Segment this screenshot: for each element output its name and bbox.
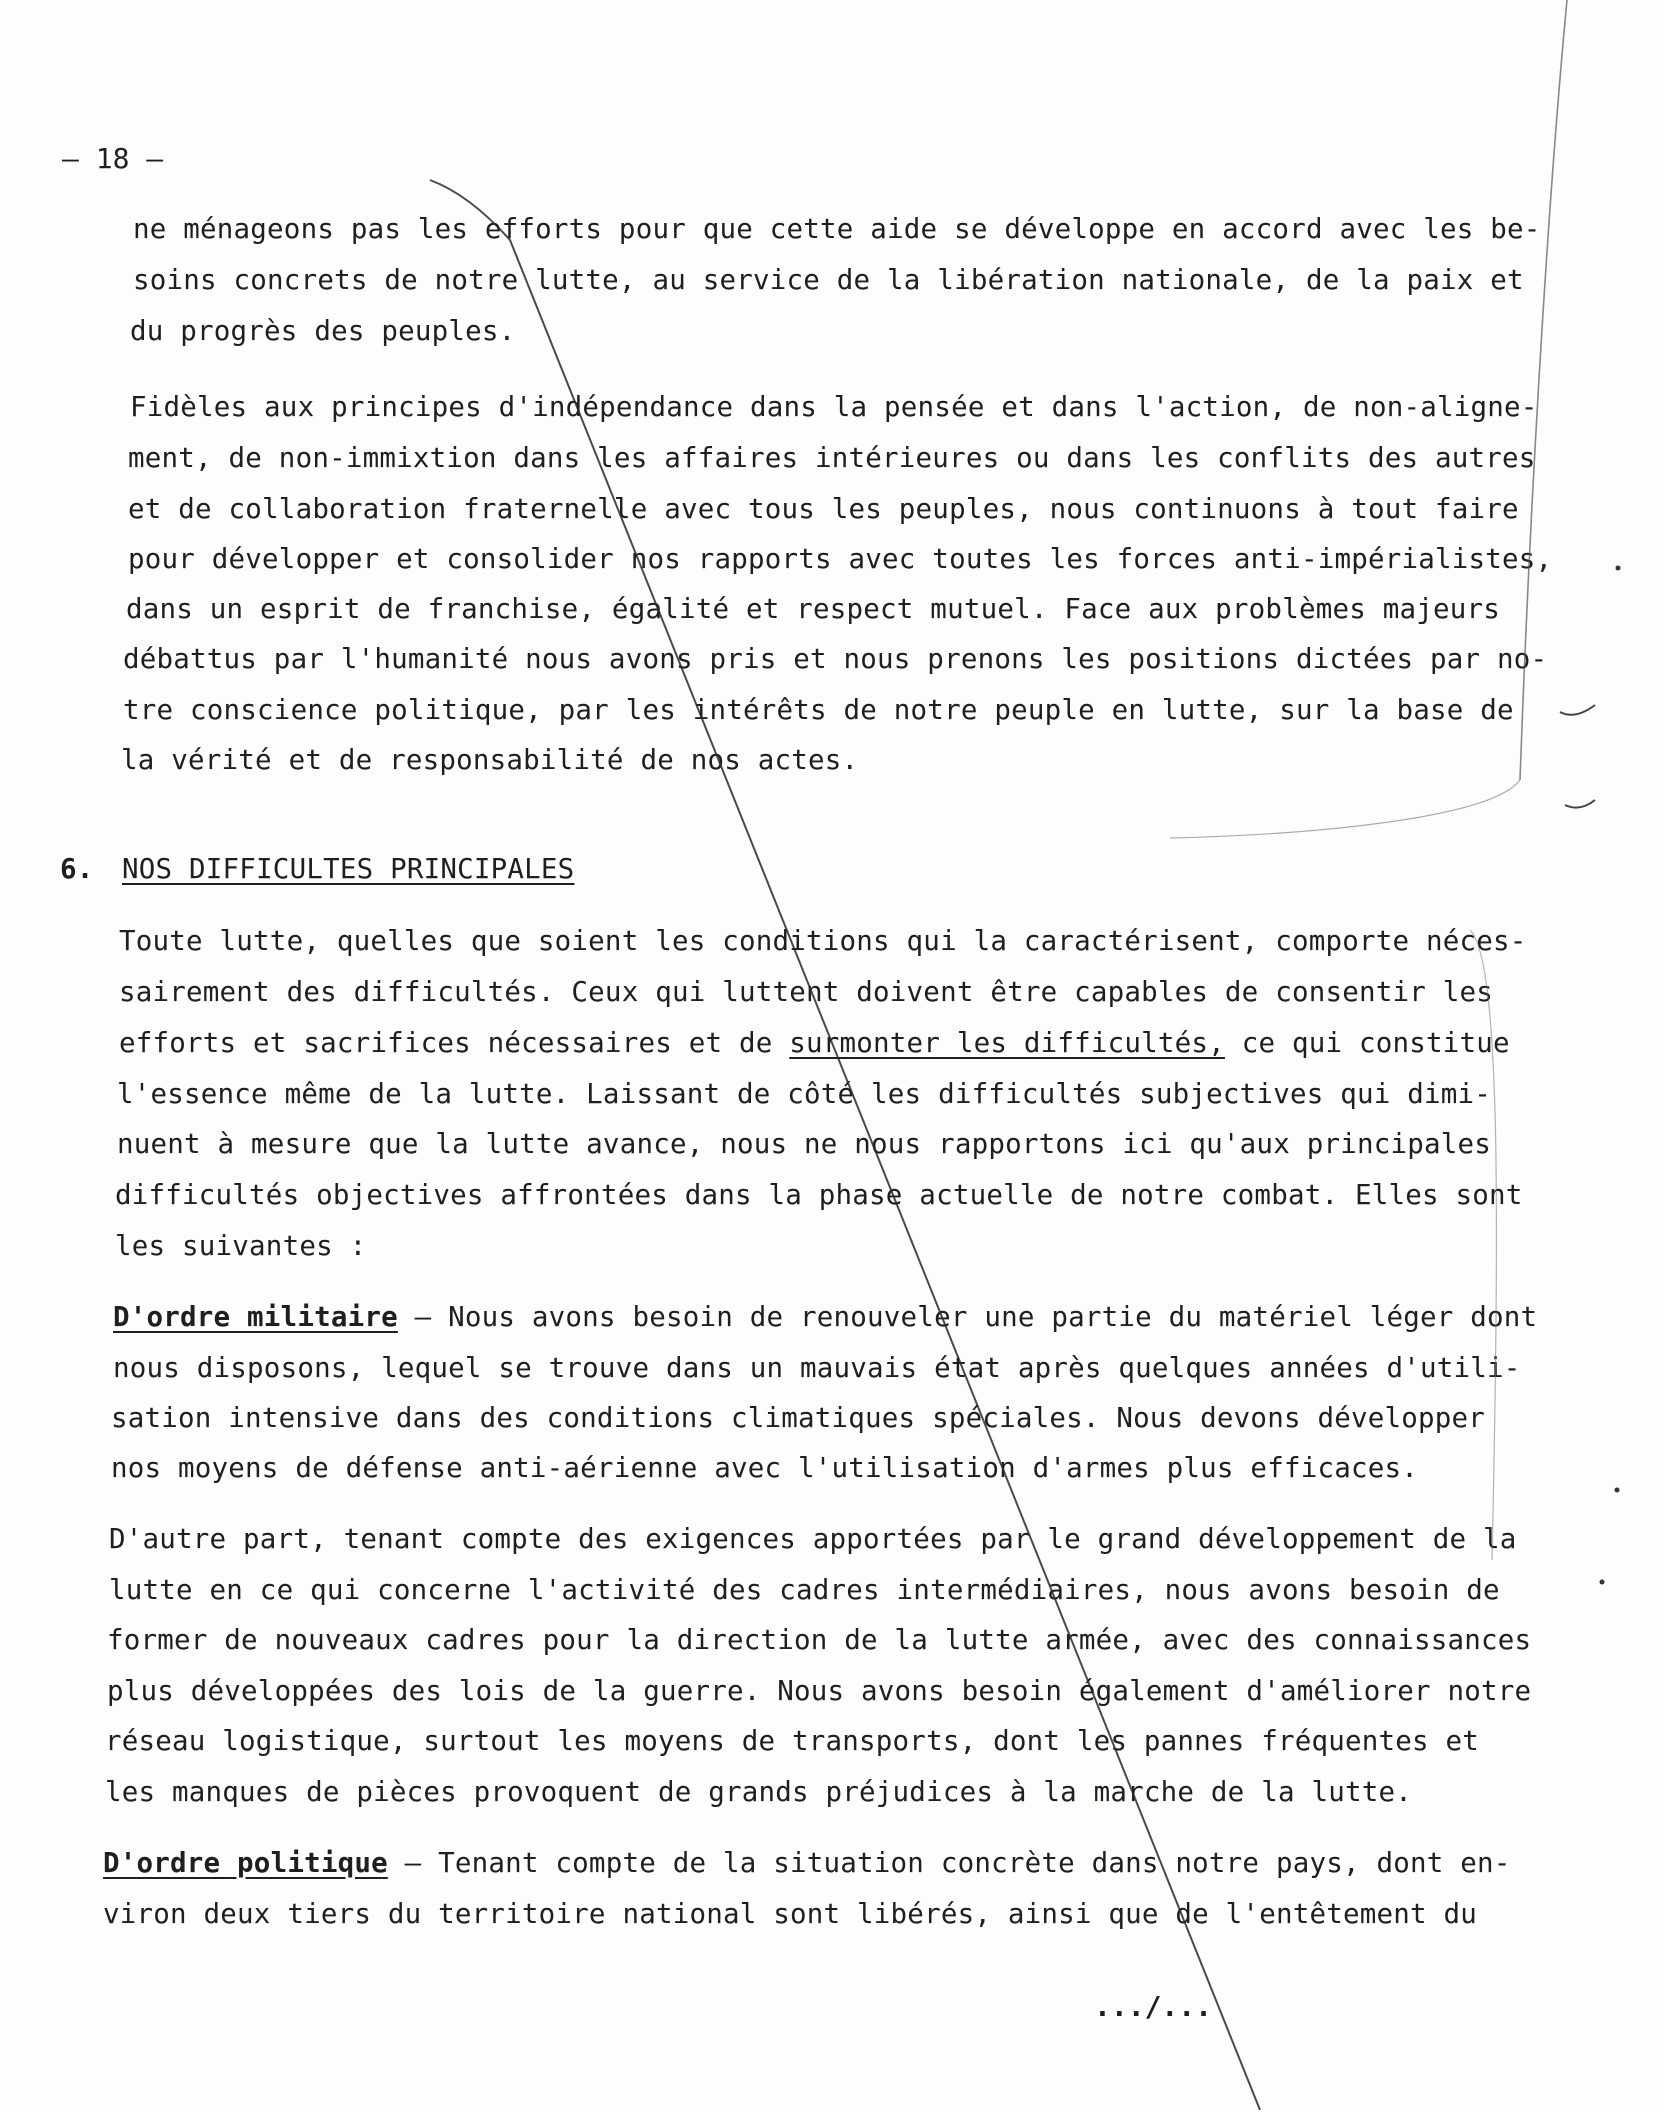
text-fragment: efforts et sacrifices nécessaires et de bbox=[119, 1027, 773, 1059]
text-line: lutte en ce qui concerne l'activité des cadres intermédiaires, nous avons besoin de bbox=[109, 1574, 1500, 1606]
diagonal-pen-stroke bbox=[430, 180, 1260, 2110]
text-line: nuent à mesure que la lutte avance, nous ne nous rapportons ici qu'aux principales bbox=[117, 1128, 1492, 1160]
text-line: ne ménageons pas les efforts pour que cette aide se développe en accord avec les be- bbox=[133, 213, 1541, 245]
text-line: la vérité et de responsabilité de nos actes. bbox=[121, 744, 859, 776]
text-line: nous disposons, lequel se trouve dans un mauvais état après quelques années d'utili- bbox=[113, 1352, 1521, 1384]
text-line: nos moyens de défense anti-aérienne avec l'utilisation d'armes plus efficaces. bbox=[111, 1452, 1418, 1484]
emphasis-underline: surmonter les difficultés, bbox=[789, 1027, 1225, 1059]
text-line: Toute lutte, quelles que soient les conditions qui la caractérisent, comporte néces- bbox=[119, 925, 1527, 957]
margin-line bbox=[1520, 0, 1567, 780]
text-line: sairement des difficultés. Ceux qui luttent doivent être capables de consentir les bbox=[119, 976, 1494, 1008]
margin-line bbox=[1470, 930, 1497, 1560]
subheading-military: D'ordre militaire bbox=[113, 1301, 398, 1333]
section-title: NOS DIFFICULTES PRINCIPALES bbox=[122, 853, 575, 885]
text-fragment: – Nous avons besoin de renouveler une partie du matériel léger dont bbox=[397, 1301, 1538, 1333]
margin-tick bbox=[1560, 705, 1595, 715]
text-line: difficultés objectives affrontées dans la phase actuelle de notre combat. Elles sont bbox=[115, 1179, 1523, 1211]
margin-line bbox=[1170, 780, 1520, 838]
text-line: et de collaboration fraternelle avec tous les peuples, nous continuons à tout faire bbox=[128, 493, 1519, 525]
text-line: former de nouveaux cadres pour la direction de la lutte armée, avec des connaissances bbox=[107, 1624, 1532, 1656]
speck bbox=[1615, 1488, 1620, 1493]
margin-tick bbox=[1565, 800, 1595, 808]
text-line: débattus par l'humanité nous avons pris et nous prenons les positions dictées par no- bbox=[123, 643, 1548, 675]
continuation-mark: .../... bbox=[1094, 1990, 1213, 2023]
speck bbox=[1600, 1580, 1605, 1585]
section-number: 6. bbox=[60, 853, 94, 885]
text-fragment: – Tenant compte de la situation concrète dans notre pays, dont en- bbox=[387, 1847, 1511, 1879]
text-line: D'autre part, tenant compte des exigences apportées par le grand développement de la bbox=[109, 1523, 1517, 1555]
subheading-political: D'ordre politique bbox=[103, 1847, 388, 1879]
text-line: dans un esprit de franchise, égalité et respect mutuel. Face aux problèmes majeurs bbox=[126, 593, 1501, 625]
text-line: soins concrets de notre lutte, au service de la libération nationale, de la paix et bbox=[133, 264, 1524, 296]
text-fragment: ce qui constitue bbox=[1241, 1027, 1510, 1059]
page-number: – 18 – bbox=[62, 142, 164, 175]
text-line: les suivantes : bbox=[115, 1230, 367, 1262]
speck bbox=[1616, 566, 1621, 571]
text-line: ment, de non-immixtion dans les affaires intérieures ou dans les conflits des autres bbox=[128, 442, 1536, 474]
text-line: sation intensive dans des conditions climatiques spéciales. Nous devons développer bbox=[111, 1402, 1486, 1434]
text-line: pour développer et consolider nos rapports avec toutes les forces anti-impérialistes, bbox=[128, 543, 1553, 575]
text-line: l'essence même de la lutte. Laissant de côté les difficultés subjectives qui dimi- bbox=[117, 1078, 1492, 1110]
text-line: plus développées des lois de la guerre. Nous avons besoin également d'améliorer notre bbox=[107, 1675, 1532, 1707]
text-line: tre conscience politique, par les intérêts de notre peuple en lutte, sur la base de bbox=[123, 694, 1514, 726]
text-line: Fidèles aux principes d'indépendance dans la pensée et dans l'action, de non-aligne- bbox=[130, 391, 1538, 423]
text-line: du progrès des peuples. bbox=[130, 315, 516, 347]
text-line: les manques de pièces provoquent de grands préjudices à la marche de la lutte. bbox=[105, 1776, 1412, 1808]
text-line: viron deux tiers du territoire national sont libérés, ainsi que de l'entêtement du bbox=[103, 1898, 1478, 1930]
text-line: réseau logistique, surtout les moyens de transports, dont les pannes fréquentes et bbox=[105, 1725, 1480, 1757]
